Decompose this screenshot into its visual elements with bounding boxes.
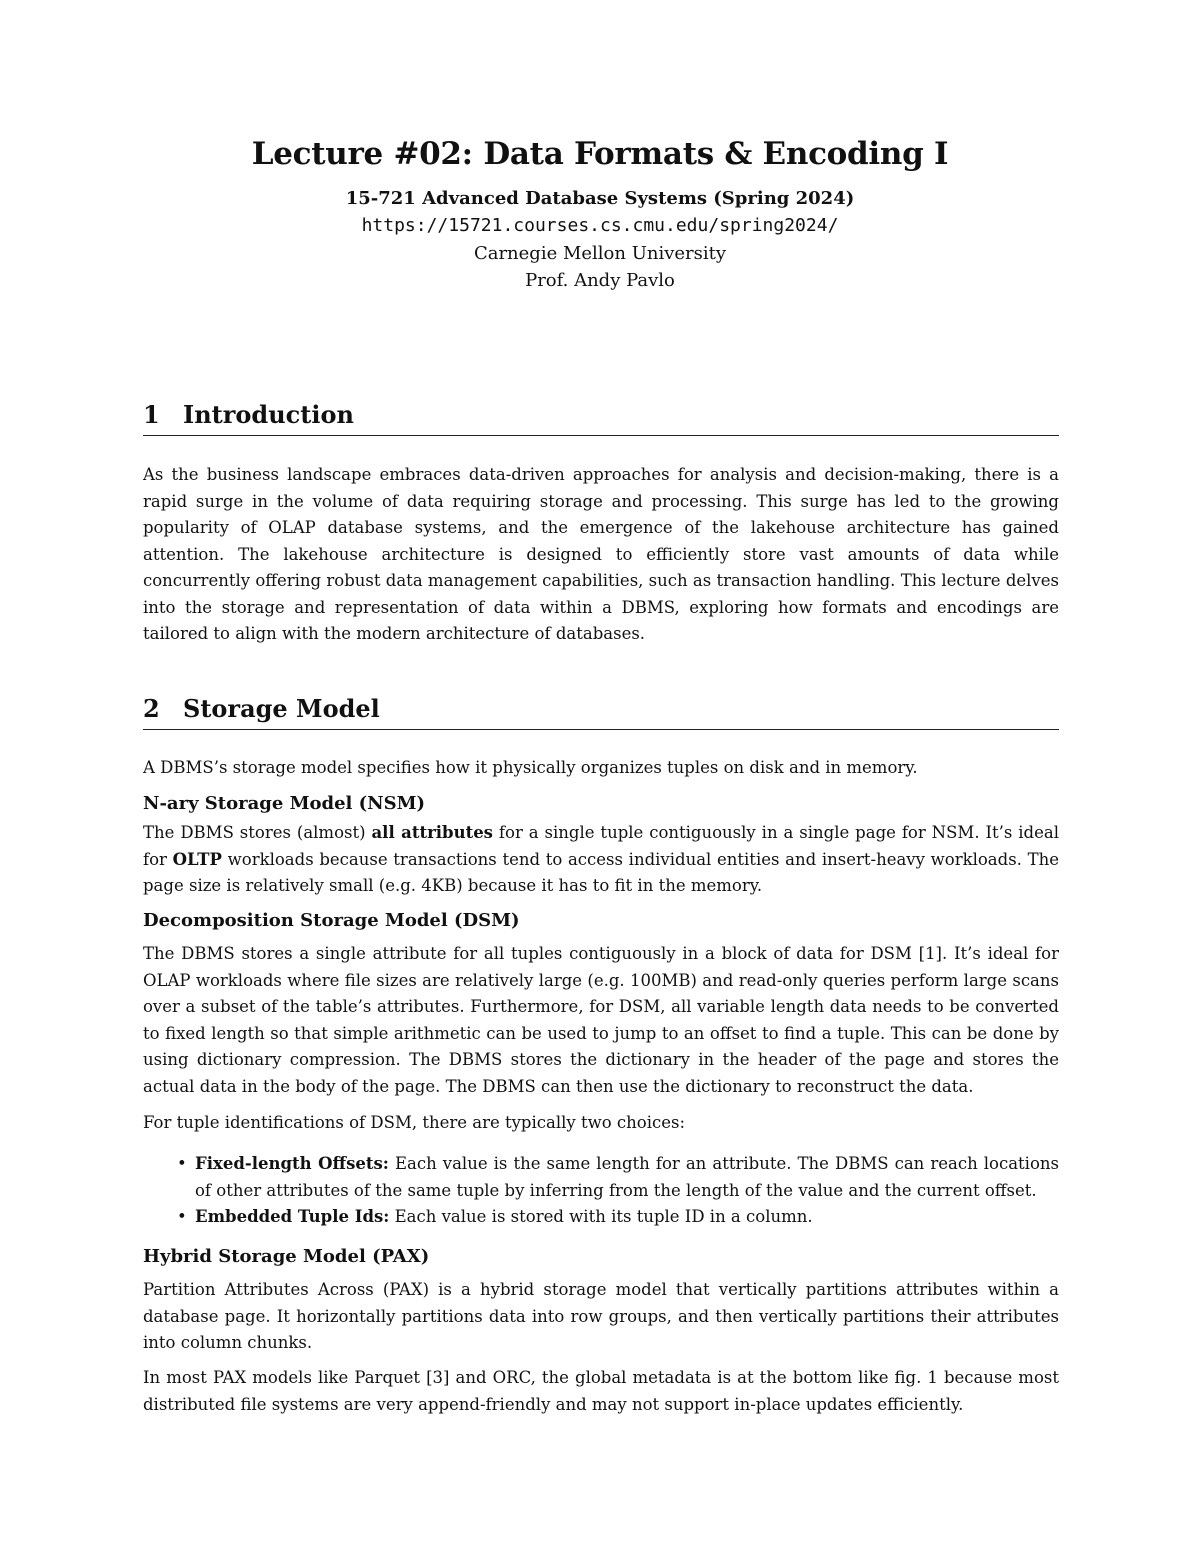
section-number: 2 [143,694,160,723]
pax-paragraph-1: Partition Attributes Across (PAX) is a hybrid storage model that vertically partitions attributes within a database page. It horizontally partitions data into row groups, and then vertically partitions their attributes into column chunks. [143,1280,1059,1352]
pax-paragraph-2: In most PAX models like Parquet [3] and ORC, the global metadata is at the bottom like fig. 1 because most distributed file systems are very append-friendly and may not support in-place updates efficiently. [143,1368,1059,1414]
bullet-icon: • [177,1207,187,1226]
list-item-text: Each value is the same length for an attribute. The DBMS can reach locations of other attributes of the same tuple by inferring from the length of the value and the current offset. [195,1154,1059,1200]
nsm-heading: N-ary Storage Model (NSM) [143,793,426,814]
dsm-paragraph: The DBMS stores a single attribute for all tuples contiguously in a block of data for DSM [1]. It’s ideal for OLAP workloads where file sizes are relatively large (e.g. 100MB) and read-only queries perform large scans over a subset of the table’s attributes. Furthermore, for DSM, all variable length data needs to be converted to fixed length so that simple arithmetic can be used to jump to an offset to find a tuple. This can be done by using dictionary compression. The DBMS stores the dictionary in the header of the page and stores the actual data in the body of the page. The DBMS can then use the dictionary to reconstruct the data. [143,944,1059,1096]
section-introduction-heading [143,400,1059,436]
nsm-emphasis: all attributes [371,823,493,842]
course-url[interactable]: https://15721.courses.cs.cmu.edu/spring2024/ [361,215,839,236]
university-name: Carnegie Mellon University [473,243,727,264]
section-heading [143,694,1059,730]
dsm-heading: Decomposition Storage Model (DSM) [143,910,520,931]
storage-model-intro: A DBMS’s storage model specifies how it physically organizes tuples on disk and in memory. [143,758,918,777]
list-item-term: Fixed-length Offsets: [195,1154,389,1173]
course-name: 15-721 Advanced Database Systems (Spring 2024) [345,188,855,209]
pax-heading: Hybrid Storage Model (PAX) [143,1246,430,1267]
nsm-text: for a single tuple contiguously in a single page for NSM. It’s ideal for [143,823,1059,869]
section-number: 1 [143,400,160,429]
nsm-text: workloads because transactions tend to access individual entities and insert-heavy workloads. The page size is relatively small (e.g. 4KB) because it has to fit in the memory. [143,849,1059,895]
introduction-paragraph: As the business landscape embraces data-driven approaches for analysis and decision-making, there is a rapid surge in the volume of data requiring storage and processing. This surge has led to the growing popularity of OLAP database systems, and the emergence of the lakehouse architecture has gained attention. The lakehouse architecture is designed to efficiently store vast amounts of data while concurrently offering robust data management capabilities, such as transaction handling. This lecture delves into the storage and representation of data within a DBMS, exploring how formats and encodings are tailored to align with the modern architecture of databases. [143,465,1059,643]
section-heading [143,400,1059,436]
dsm-choices-intro: For tuple identifications of DSM, there are typically two choices: [143,1113,686,1132]
nsm-emphasis: OLTP [172,849,222,869]
list-item-text: Each value is stored with its tuple ID in a column. [389,1207,813,1226]
list-item [143,1151,1059,1204]
section-title: Introduction [183,400,354,429]
nsm-text: The DBMS stores (almost) [143,823,372,842]
section-storage-model-heading [143,694,1059,730]
tuple-id-choices-list [143,1151,1059,1231]
bullet-icon: • [177,1154,187,1173]
document-title: Lecture #02: Data Formats & Encoding I [251,136,949,172]
list-item-term: Embedded Tuple Ids: [195,1207,390,1226]
nsm-paragraph [143,820,1059,900]
section-title: Storage Model [183,694,380,723]
list-item [143,1204,1059,1231]
professor-name: Prof. Andy Pavlo [525,270,675,291]
